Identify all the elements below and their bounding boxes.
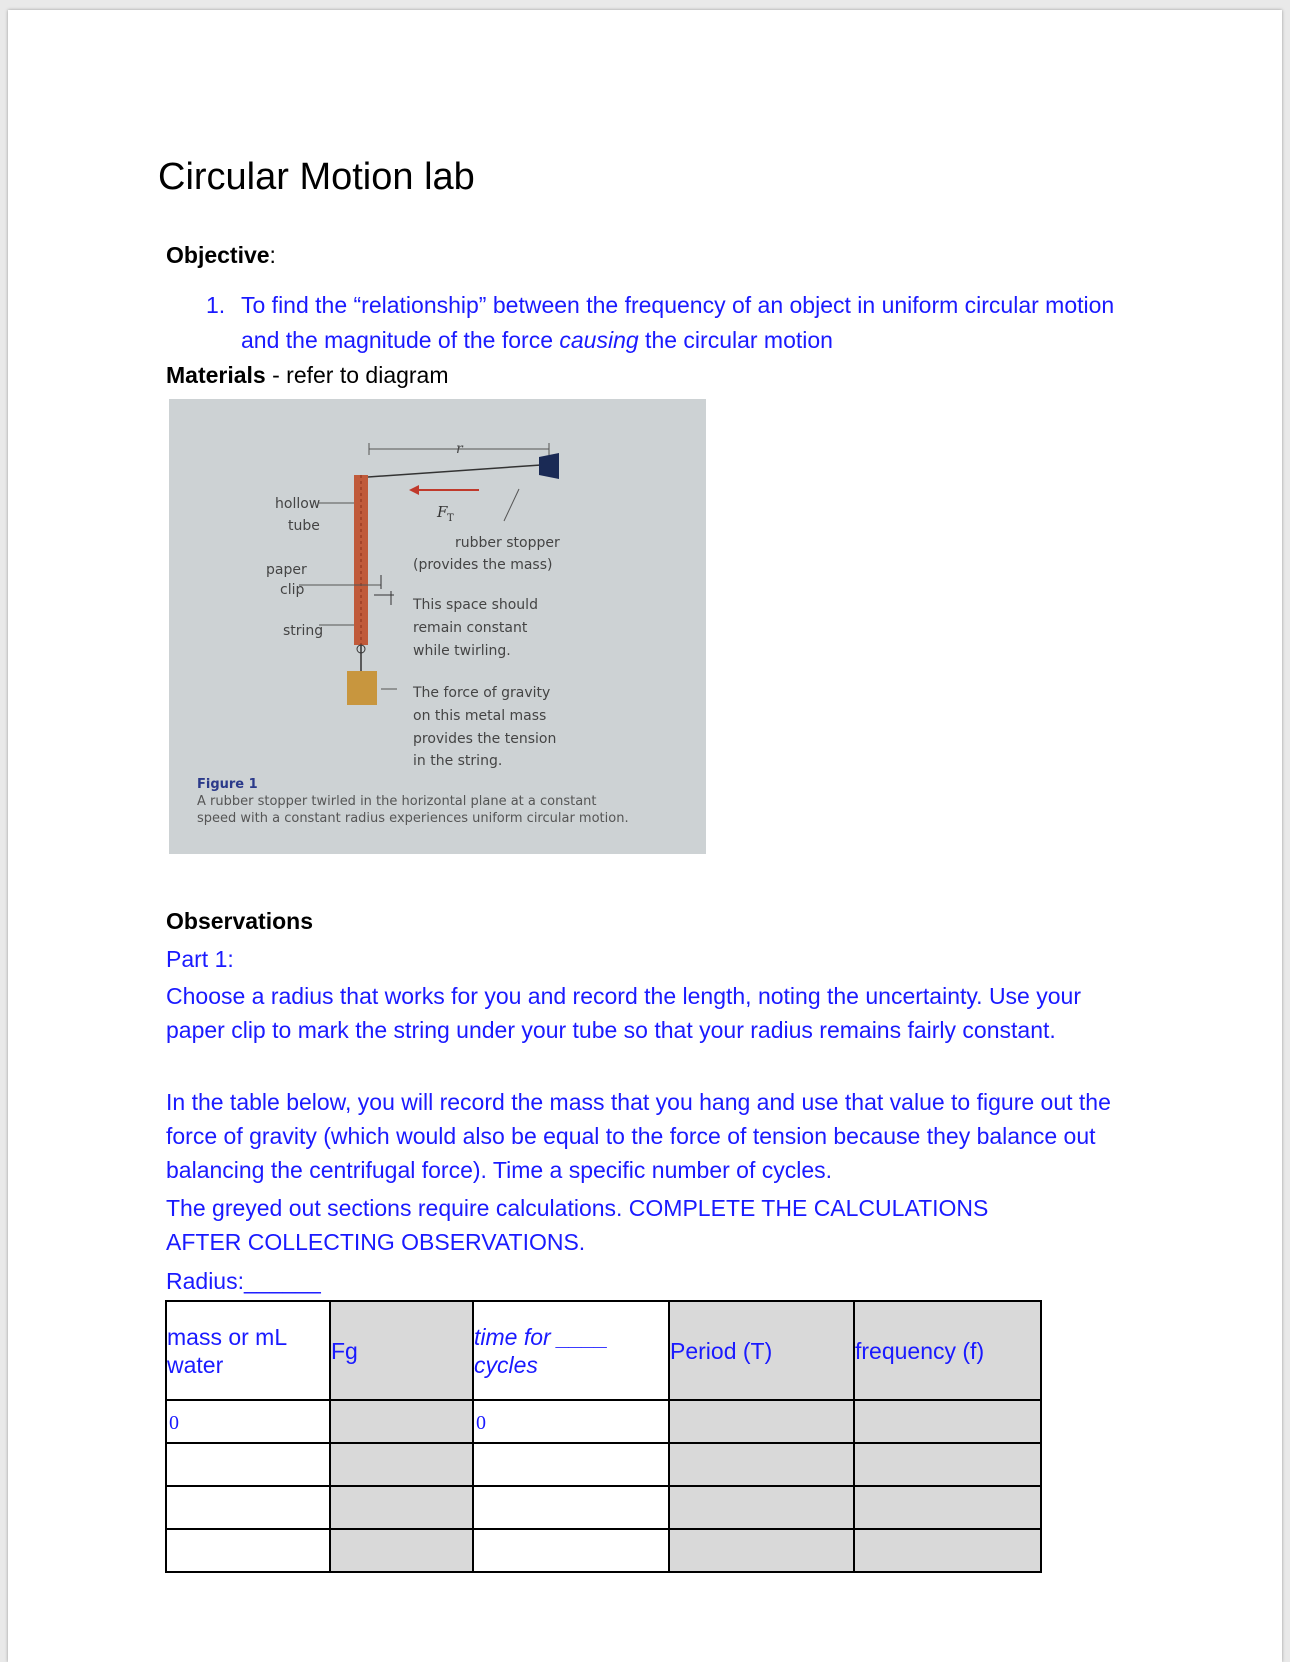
- cell-fg[interactable]: [330, 1529, 473, 1572]
- objective-item-number: 1.: [206, 292, 226, 318]
- materials-heading: Materials: [166, 362, 266, 388]
- figure-caption-line1: A rubber stopper twirled in the horizontal plane at a constant: [197, 794, 597, 809]
- cell-period[interactable]: [669, 1486, 854, 1529]
- observations-paragraph-1: Choose a radius that works for you and record the length, noting the uncertainty. Use your paper clip to mark the string under your tube so that your radius remains fairly constant.: [166, 983, 1081, 1043]
- label-clip: clip: [280, 582, 305, 598]
- observations-paragraph-2: In the table below, you will record the mass that you hang and use that value to figure out the force of gravity (which would also be equal to the force of tension because they balance out balancing the centrifugal force). Time a specific number of cycles.: [166, 1089, 1111, 1183]
- table-header-row: [166, 1301, 1041, 1400]
- part1-label: Part 1:: [166, 946, 234, 972]
- cell-period[interactable]: [669, 1400, 854, 1443]
- observations-heading: Observations: [166, 908, 313, 934]
- objective-text-emphasis: causing: [559, 327, 639, 353]
- header-time: time for ____ cycles: [473, 1301, 669, 1400]
- label-hollow: hollow: [275, 496, 321, 512]
- cell-time[interactable]: [473, 1486, 669, 1529]
- table-row: [166, 1400, 1041, 1443]
- header-fg: Fg: [330, 1301, 473, 1400]
- label-grav4: in the string.: [413, 753, 503, 769]
- cell-frequency[interactable]: [854, 1486, 1041, 1529]
- metal-mass-shape: [347, 671, 377, 705]
- figure-caption-title: Figure 1: [197, 777, 258, 792]
- radius-field: Radius:______: [166, 1268, 321, 1294]
- apparatus-figure: [169, 399, 706, 854]
- header-mass: mass or mL water: [166, 1301, 330, 1400]
- cell-time[interactable]: 0: [473, 1400, 669, 1443]
- objective-item-text: [241, 288, 1121, 358]
- materials-line: [166, 358, 449, 392]
- cell-frequency[interactable]: [854, 1400, 1041, 1443]
- cell-mass[interactable]: [166, 1529, 330, 1572]
- table-row: [166, 1486, 1041, 1529]
- force-subscript: T: [447, 513, 454, 524]
- cell-period[interactable]: [669, 1443, 854, 1486]
- objective-heading-line: [166, 238, 276, 272]
- label-space1: This space should: [413, 597, 538, 613]
- force-label: F: [437, 503, 448, 521]
- objective-colon: :: [269, 242, 276, 268]
- label-tube: tube: [288, 518, 320, 534]
- label-stopper2: (provides the mass): [413, 557, 553, 573]
- cell-fg[interactable]: [330, 1400, 473, 1443]
- label-grav3: provides the tension: [413, 731, 557, 747]
- objective-heading: Objective: [166, 242, 270, 268]
- label-paper: paper: [266, 562, 307, 578]
- figure-caption-line2: speed with a constant radius experiences uniform circular motion.: [197, 811, 629, 826]
- objective-text-part1: To find the “relationship” between the frequency of an object in uniform circular motion and the magnitude of the force: [241, 292, 1115, 353]
- cell-frequency[interactable]: [854, 1529, 1041, 1572]
- rubber-stopper-shape: [539, 453, 559, 479]
- materials-text: - refer to diagram: [265, 362, 449, 388]
- cell-time[interactable]: [473, 1443, 669, 1486]
- label-stopper1: rubber stopper: [455, 535, 560, 551]
- observations-paragraph-3: The greyed out sections require calculations. COMPLETE THE CALCULATIONS AFTER COLLECTING OBSERVATIONS.: [166, 1195, 989, 1255]
- apparatus-diagram: [169, 399, 706, 854]
- cell-frequency[interactable]: [854, 1443, 1041, 1486]
- label-space3: while twirling.: [413, 643, 511, 659]
- cell-fg[interactable]: [330, 1486, 473, 1529]
- cell-mass[interactable]: 0: [166, 1400, 330, 1443]
- cell-mass[interactable]: [166, 1443, 330, 1486]
- cell-period[interactable]: [669, 1529, 854, 1572]
- cell-fg[interactable]: [330, 1443, 473, 1486]
- header-period: Period (T): [669, 1301, 854, 1400]
- objective-text-part2: the circular motion: [638, 327, 833, 353]
- observations-table: [165, 1300, 1042, 1573]
- table-row: [166, 1529, 1041, 1572]
- label-space2: remain constant: [413, 620, 528, 636]
- table-row: [166, 1443, 1041, 1486]
- label-grav2: on this metal mass: [413, 708, 547, 724]
- label-string: string: [283, 623, 324, 639]
- cell-time[interactable]: [473, 1529, 669, 1572]
- document-page: [8, 10, 1282, 1662]
- page-title: Circular Motion lab: [158, 156, 475, 198]
- cell-mass[interactable]: [166, 1486, 330, 1529]
- radius-label: r: [456, 441, 463, 457]
- label-grav1: The force of gravity: [413, 685, 551, 701]
- header-frequency: frequency (f): [854, 1301, 1041, 1400]
